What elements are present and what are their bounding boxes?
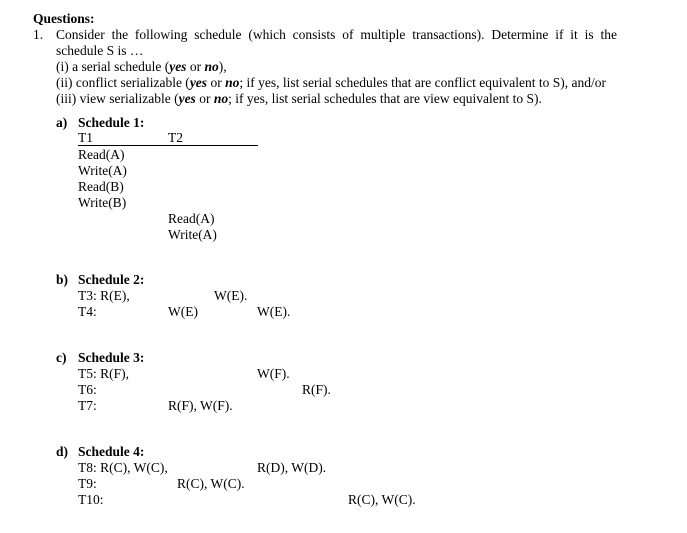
schedule-2-t4-op-1: W(E) (168, 304, 198, 319)
schedule-1-header-rule (78, 145, 258, 146)
t1-op: Write(A) (78, 163, 127, 178)
schedule-4-title: Schedule 4: (78, 444, 145, 459)
item-serial: (i) a serial schedule (yes or no), (56, 59, 227, 74)
questions-heading: Questions: (33, 11, 95, 26)
schedule-3-t5-name: T5: R(F), (78, 366, 130, 381)
t1-op: Write(B) (78, 195, 127, 210)
schedule-3-t5-op: W(F). (257, 366, 290, 381)
item-view-serializable: (iii) view serializable (yes or no; if yes, list serial schedules that are view equivalent to S). (56, 91, 542, 106)
schedule-3-label: c) (56, 350, 67, 365)
t2-op: Write(A) (168, 227, 217, 242)
question-number: 1. (33, 27, 44, 42)
schedule-4-t8-op: R(D), W(D). (257, 460, 327, 475)
schedule-2-t3-name: T3: R(E), (78, 288, 130, 303)
schedule-4-t9-name: T9: (78, 476, 97, 491)
schedule-3-t6-name: T6: (78, 382, 97, 397)
schedule-1-title: Schedule 1: (78, 115, 145, 130)
question-line-2: schedule S is … (56, 43, 144, 58)
schedule-4-t8-name: T8: R(C), W(C), (78, 460, 168, 475)
item-conflict-serializable: (ii) conflict serializable (yes or no; if yes, list serial schedules that are conflict equivalent to S), and/or (56, 75, 606, 90)
schedule-2-t4-op-2: W(E). (257, 304, 291, 319)
schedule-3-t6-op: R(F). (302, 382, 331, 397)
schedule-4-t10-name: T10: (78, 492, 104, 507)
schedule-1-label: a) (56, 115, 68, 130)
schedule-3-t7-name: T7: (78, 398, 97, 413)
schedule-2-title: Schedule 2: (78, 272, 145, 287)
schedule-3-t7-op: R(F), W(F). (168, 398, 233, 413)
schedule-1-col-t1: T1 (78, 130, 93, 145)
t2-op: Read(A) (168, 211, 215, 226)
schedule-2-t4-name: T4: (78, 304, 97, 319)
question-line-1: Consider the following schedule (which consists of multiple transactions). Determine if it is the (56, 27, 617, 42)
schedule-3-title: Schedule 3: (78, 350, 145, 365)
t1-op: Read(B) (78, 179, 124, 194)
schedule-4-t10-op: R(C), W(C). (348, 492, 416, 507)
schedule-1-col-t2: T2 (168, 130, 183, 145)
schedule-2-t3-op: W(E). (214, 288, 248, 303)
schedule-4-t9-op: R(C), W(C). (177, 476, 245, 491)
schedule-4-label: d) (56, 444, 69, 459)
t1-op: Read(A) (78, 147, 125, 162)
schedule-2-label: b) (56, 272, 69, 287)
